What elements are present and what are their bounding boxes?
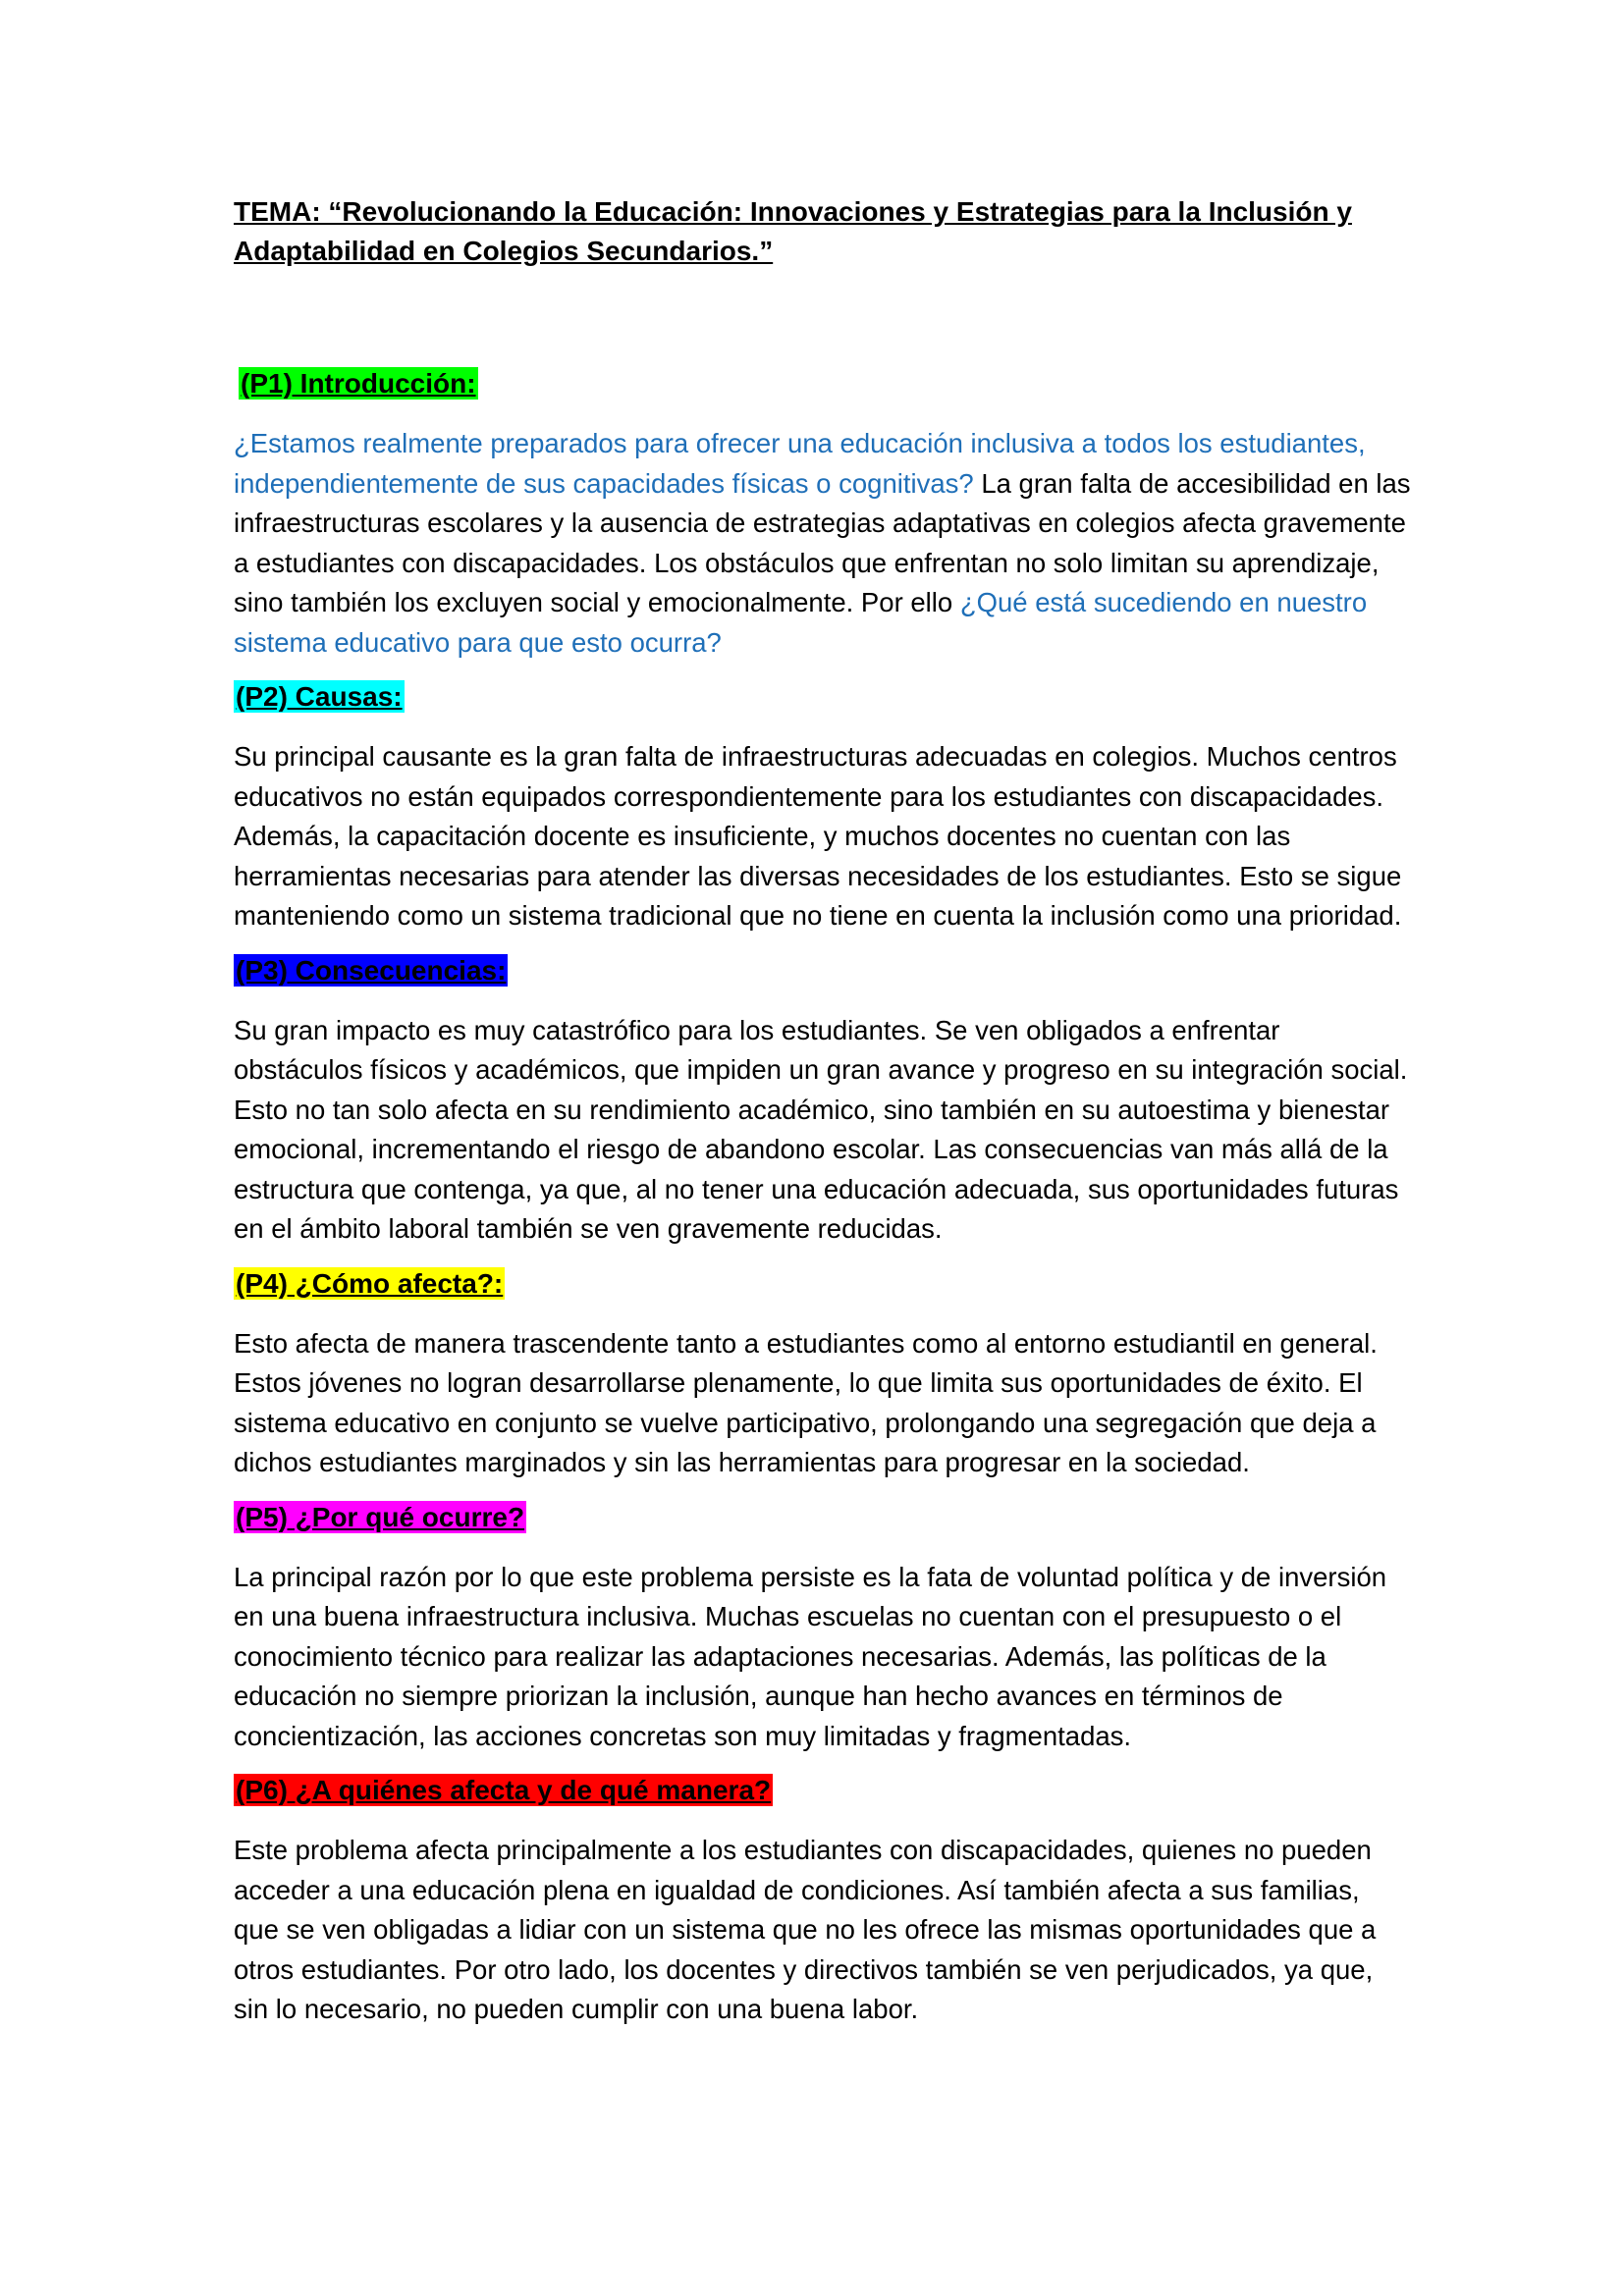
paragraph-causas: Su principal causante es la gran falta de infraestructuras adecuadas en colegios. Muchos centros educativos no están equipados correspondientemente para los estudiantes con discapacidades. Además, la capacitación docente es insuficiente, y muchos docentes no cuentan con las herramientas necesarias para atender las diversas necesidades de los estudiantes. Esto se sigue manteniendo como un sistema tradicional que no tiene en cuenta la inclusión como una prioridad. [234,741,1402,931]
heading-causas [234,678,1412,716]
heading-por-que-ocurre [234,1499,1412,1536]
heading-como-afecta [234,1265,1412,1303]
heading-introduccion-highlight: (P1) Introducción: [241,368,476,399]
paragraph-introduccion-body: La gran falta de accesibilidad en las infraestructuras escolares y la ausencia de estrategias adaptativas en colegios afecta gravemente a estudiantes con discapacidades. Los obstáculos que enfrentan no solo limitan su aprendizaje, sino también los excluyen social y emocionalmente. Por ello [234,467,1411,617]
paragraph-consecuencias: Su gran impacto es muy catastrófico para los estudiantes. Se ven obligados a enfrentar obstáculos físicos y académicos, que impiden un gran avance y progreso en su integración social. Esto no tan solo afecta en su rendimiento académico, sino también en su autoestima y bienestar emocional, incrementando el riesgo de abandono escolar. Las consecuencias van más allá de la estructura que contenga, ya que, al no tener una educación adecuada, sus oportunidades futuras en el ámbito laboral también se ven gravemente reducidas. [234,1014,1408,1244]
heading-consecuencias-highlight: (P3) Consecuencias: [236,954,507,986]
question-closing: ¿Qué está sucediendo en nuestro sistema educativo para que esto ocurra? [234,587,1368,658]
document-page [234,192,1412,2030]
heading-a-quienes-afecta [234,1772,1412,1809]
paragraph-introduccion [234,424,1412,663]
heading-a-quienes-afecta-highlight: (P6) ¿A quiénes afecta y de qué manera? [236,1775,772,1805]
paragraph-por-que-ocurre: La principal razón por lo que este problema persiste es la fata de voluntad política y de inversión en una buena infraestructura inclusiva. Muchas escuelas no cuentan con el presupuesto o el conocimiento técnico para realizar las adaptaciones necesarias. Además, las políticas de la educación no siempre priorizan la inclusión, aunque han hecho avances en términos de concientización, las acciones concretas son muy limitadas y fragmentadas. [234,1561,1387,1751]
heading-como-afecta-highlight: (P4) ¿Cómo afecta?: [236,1267,504,1299]
heading-por-que-ocurre-highlight: (P5) ¿Por qué ocurre? [236,1501,525,1532]
question-opening: ¿Estamos realmente preparados para ofrecer una educación inclusiva a todos los estudiantes, independientemente de sus capacidades físicas o cognitivas? [234,428,1366,499]
heading-consecuencias [234,952,1412,989]
paragraph-a-quienes-afecta: Este problema afecta principalmente a los estudiantes con discapacidades, quienes no pueden acceder a una educación plena en igualdad de condiciones. Así también afecta a sus familias, que se ven obligadas a lidiar con un sistema que no les ofrece las mismas oportunidades que a otros estudiantes. Por otro lado, los docentes y directivos también se ven perjudicados, ya que, sin lo necesario, no pueden cumplir con una buena labor. [234,1835,1377,2024]
heading-causas-highlight: (P2) Causas: [236,681,403,712]
paragraph-como-afecta: Esto afecta de manera trascendente tanto a estudiantes como al entorno estudiantil en general. Estos jóvenes no logran desarrollarse plenamente, lo que limita sus oportunidades de éxito. El sistema educativo en conjunto se vuelve participativo, prolongando una segregación que deja a dichos estudiantes marginados y sin las herramientas para progresar en la sociedad. [234,1327,1378,1477]
document-title: TEMA: “Revolucionando la Educación: Innovaciones y Estrategias para la Inclusión y Adaptabilidad en Colegios Secundarios.” [234,196,1352,266]
heading-introduccion [234,365,1412,402]
